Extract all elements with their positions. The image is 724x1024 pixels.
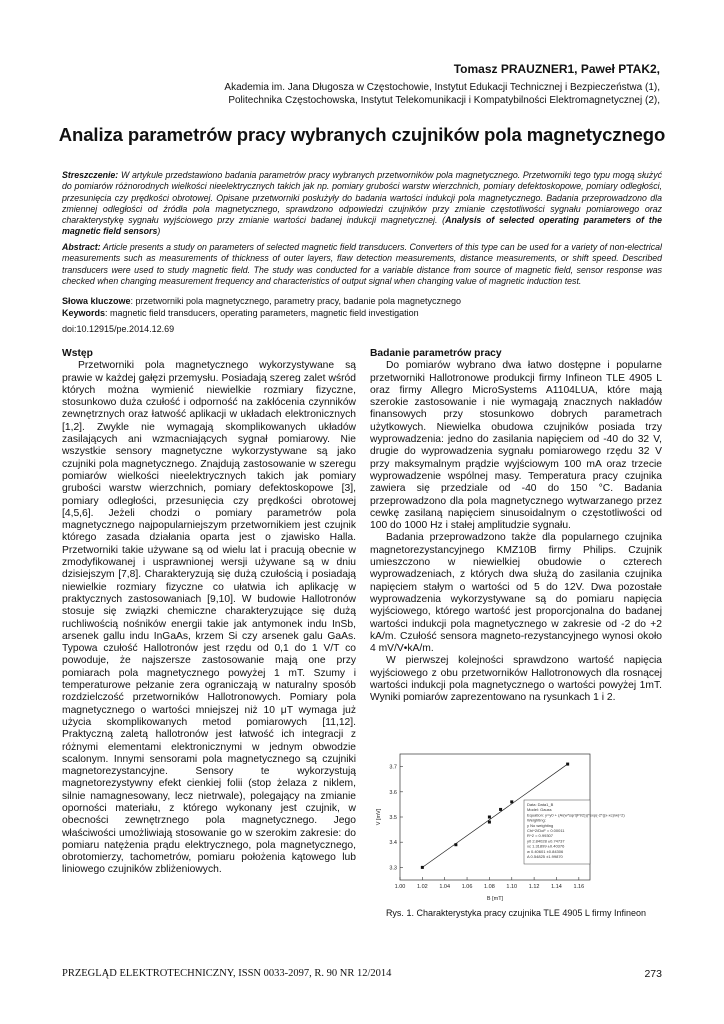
x-tick-label: 1.04: [439, 884, 451, 890]
data-point: [499, 808, 502, 811]
keywords-pl-label: Słowa kluczowe: [62, 296, 131, 306]
affiliation-2: Politechnika Częstochowska, Instytut Telekomunikacji i Kompatybilności Elektromagnetycznej (2),: [228, 94, 660, 106]
y-tick-label: 3.4: [389, 840, 397, 847]
x-tick-label: 1.14: [551, 884, 562, 890]
left-column: [62, 348, 356, 877]
figure-1: [372, 748, 625, 908]
affiliations: [224, 82, 660, 107]
x-tick-label: 1.08: [484, 884, 495, 890]
abstract-pl-close: ): [157, 226, 161, 237]
keywords-en: [62, 308, 662, 320]
authors-text: Tomasz PRAUZNER1, Paweł PTAK2,: [453, 62, 660, 76]
abstract-pl-en-title: Analysis of selected operating parameters of the magnetic field sensors: [62, 215, 662, 237]
fit-box-line: Model: Gauss: [527, 807, 552, 813]
data-point: [488, 821, 491, 824]
abstract-en-text: Article presents a study on parameters of selected magnetic field transducers. Converters of this type can be used for a variety of non-electrical measurements such as measurements of thickness of outer layers, flaw detection measurements, distance measurements, or shift speed. Described transducers were used to study magnetic field. The study was conducted for a variable distance from source of magnetic field, sensor response was checked when changing measurement frequency and characteristics of output signal when changing value of magnetic induction test.: [62, 242, 662, 286]
abstract-pl-label: Streszczenie:: [62, 170, 119, 180]
fit-box-line: y0 2.84028 ±0.74737: [527, 838, 565, 844]
keywords-en-label: Keywords: [62, 307, 106, 318]
fit-box-line: w 0.40601 ±0.84306: [527, 848, 564, 854]
keywords-en-text: : magnetic field transducers, operating parameters, magnetic field investigation: [105, 307, 419, 318]
paragraph: Do pomiarów wybrano dwa łatwo dostępne i popularne przetworniki Hallotronowe produkcji firmy Infineon TLE 4905 L oraz firmy Allegro MicroSystems A1104LUA, które mają szerokie zastosowanie i nie wymagają znacznych nakładów finansowych przy stosunkowo dobrych parametrach użytkowych. Niewielka obudowa czujników posiada trzy wyprowadzenia: jedno do zasilania napięciem od -40 do 32 V, drugie do wyprowadzenia sygnału pomiarowego rzędu 32 V przy maksymalnym prądzie wyjściowym 100 mA oraz trzecie wyprowadzenie wspólnej masy. Temperatura pracy czujnika zawiera się przedziale od -40 do 150 °C. Badania przeprowadzono dla pola magnetycznego wytwarzanego przez cewkę zasilaną napięciem sinusoidalnym o częstotliwości od 100 do 1000 Hz i stałej amplitudzie sygnału.: [370, 360, 662, 532]
paragraph: Przetworniki pola magnetycznego wykorzystywane są prawie w każdej gałęzi przemysłu. Posiadają szereg zalet wśród których można wymienić niewielkie rozmiary fizyczne, stosunkowo duża czułość i odporność na zakłócenia czynników zewnętrznych oraz łatwość aplikacji w układach elektronicznych [1,2]. Zwykle nie wymagają skomplikowanych układów zasilających ani wzmacniających sygnał pomiarowy. Nie wszystkie sensory magnetyczne wykorzystywane są jako czujniki pola magnetycznego. Znajdują zastosowanie w szeregu pomiarów wielkości nieelektrycznych takich jak pomiary grubości warstw wierzchnich, pomiary defektoskopowe [3], pomiary odległości, przesunięcia czy prędkości obrotowej [4,5,6]. Jeżeli chodzi o pomiary parametrów pola magnetycznego najpopularniejszym przetwornikiem jest czujnik którego zasada działania oparta jest o zjawisko Halla. Przetworniki takie używane są od wielu lat i pracują obecnie w zmodyfikowanej i usprawnionej wersji używane są w dniu dzisiejszym [7,8]. Charakteryzują się dużą czułością i posiadają niewielkie rozmiary fizyczne co ułatwia ich aplikację w praktycznych zastosowaniach [9,10]. W budowie Hallotronów stosuje się związki chemiczne charakteryzujące się dużą ruchliwością nośników energii takie jak antymonek indu InSb, arsenek gallu indu InGaAs, krzem Si czy arsenek galu GaAs. Typowa czułość Hallotronów jest rzędu od 0,1 do 1 V/T co powoduje, że najszersze zastosowanie mają one przy pomiarach pola magnetycznego powyżej 1 mT. Szumy i temperaturowe pełzanie zera ograniczają w naturalny sposób rozdzielczość przetworników Hallotronowych. Pomiary pola magnetycznego o wartości mniejszej niż 10 μT wymaga już użycia skomplikowanych metod pomiarowych [11,12]. Praktyczną zaletą hallotronów jest łatwość ich integracji z różnymi elementami elektronicznymi w jednym obwodzie scalonym. Innymi sensorami pola magnetycznego są czujniki magnetorezystancyjne. Sensory te wykorzystują magnetorezystywny efekt cienkiej folii (stop żelaza z niklem, silnie namagnesowany, lecz nietrwale), polegający na zmianie oporności materiału, z którego wykonany jest czujnik, w obecności zewnętrznego pola magnetycznego. Jego właściwości umożliwiają stosowanie go w szerokim zakresie: do pomiaru natężenia prądu elektrycznego, pola magnetycznego, obrotomierzy, tachometrów, pomiaru położenia kątowego lub liniowego czujników zbliżeniowych.: [62, 360, 356, 876]
x-axis-label: B [mT]: [486, 896, 504, 902]
section-heading-intro: Wstęp: [62, 348, 93, 359]
fit-box-line: R^2 = 0.99307: [527, 833, 554, 839]
data-point: [454, 843, 457, 846]
fit-box-line: Chi^2/DoF = 0.00011: [527, 828, 565, 833]
authors: [454, 62, 660, 76]
x-tick-label: 1.16: [573, 884, 585, 890]
doi: doi:10.12915/pe.2014.12.69: [62, 324, 175, 334]
y-tick-label: 3.6: [389, 789, 397, 796]
figure-caption: Rys. 1. Charakterystyka pracy czujnika TLE 4905 L firmy Infineon: [385, 908, 647, 918]
chart: [372, 748, 625, 903]
abstract-pl: [62, 170, 662, 238]
y-tick-label: 3.3: [389, 865, 397, 872]
right-column: [370, 348, 662, 705]
data-point: [421, 866, 424, 869]
y-tick-label: 3.5: [389, 815, 397, 821]
abstract-en: [62, 242, 662, 287]
x-tick-label: 1.02: [416, 884, 428, 890]
data-point: [510, 800, 513, 803]
affiliation-1: Akademia im. Jana Długosza w Częstochowie, Instytut Edukacji Technicznej i Bezpieczeństwa (1),: [224, 82, 660, 93]
data-point: [488, 816, 491, 819]
x-tick-label: 1.12: [528, 884, 540, 890]
fit-box-line: A 0.54825 ±1.99870: [527, 854, 563, 859]
data-point: [566, 763, 569, 766]
y-tick-label: 3.7: [389, 764, 397, 771]
x-tick-label: 1.10: [506, 884, 518, 890]
paragraph: Badania przeprowadzono także dla popularnego czujnika magnetorezystancyjnego KMZ10B firmy Philips. Czujnik umieszczono w niewielkiej obudowie o czterech wyprowadzeniach, z których dwa służą do zasilania czujnika napięciem stałym o wartości od 5 do 12V. Dwa pozostałe wyprowadzenia wykorzystywane są do pomiaru napięcia wyjściowego, którego wartość jest proporcjonalna do badanej wartości indukcji pola magnetycznego w zakresie od -2 do +2 kA/m. Czułość sensora magneto-rezystancyjnego wynosi około 4 mV/V•kA/m.: [370, 532, 662, 655]
fit-box-line: Data: Data1_B: [527, 802, 554, 807]
keywords: [62, 296, 662, 319]
abstract-en-label: Abstract:: [62, 242, 101, 252]
footer: [62, 968, 662, 979]
paper-title: Analiza parametrów pracy wybranych czujników pola magnetycznego: [58, 124, 666, 145]
page-number: 273: [644, 968, 662, 980]
section-heading-study: Badanie parametrów pracy: [370, 348, 502, 359]
paragraph: W pierwszej kolejności sprawdzono wartość napięcia wyjściowego z obu przetworników Hallotronowych dla rosnącej wartości indukcji pola magnetycznego o wartości powyżej 1mT. Wyniki pomiarów zaprezentowano na rysunkach 1 i 2.: [370, 655, 662, 704]
abstract-pl-text: W artykule przedstawiono badania parametrów pracy wybranych przetworników pola magnetycznego. Przetworniki tego typu mogą służyć do pomiarów różnorodnych wielkości nieelektrycznych takich jak np. pomiary grubości warstw wierzchnich, pomiary defektoskopowe, pomiary odległości, przesunięcia czy prędkości obrotowej. Opisane przetworniki posłużyły do badania wartości indukcji pola magnetycznego. Badania przeprowadzono dla zmiennej odległości od źródła pola magnetycznego, sprawdzono odpowiedzi czujników przy zmianie częstotliwości sygnału pomiarowego oraz charakterystykę sygnału wyjściowego przy zmianie wartości badanej indukcji magnetycznej. (: [62, 170, 662, 226]
fit-box-line: Weighting:: [527, 817, 546, 823]
fit-box-line: Equation: y=y0 + (A/(w*sqrt(PI/2)))*exp(-2*((x-xc)/w)^2): [527, 812, 625, 818]
keywords-pl: [62, 296, 662, 308]
x-tick-label: 1.00: [394, 884, 406, 890]
keywords-pl-text: : przetworniki pola magnetycznego, parametry pracy, badanie pola magnetycznego: [130, 296, 462, 306]
x-tick-label: 1.06: [461, 884, 473, 890]
fit-box-line: xc 1.31899 ±0.40376: [527, 843, 565, 849]
y-axis-label: V [mV]: [376, 808, 382, 826]
journal-info: PRZEGLĄD ELEKTROTECHNICZNY, ISSN 0033-2097, R. 90 NR 12/2014: [62, 968, 392, 979]
fit-box-line: y No weighting: [527, 822, 554, 828]
